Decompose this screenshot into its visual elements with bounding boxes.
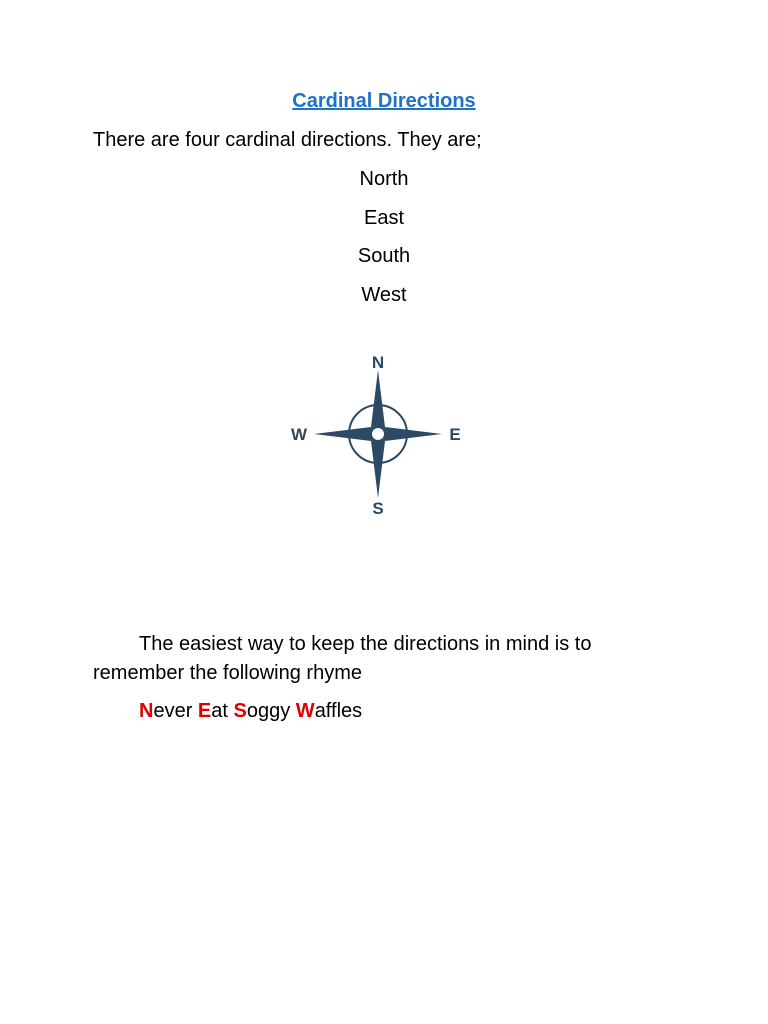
compass-rose-icon (284, 348, 468, 520)
rhyme-line (139, 698, 362, 724)
compass-label-west: W (290, 425, 308, 444)
rhyme-word-eat (198, 700, 228, 722)
rhyme-word-rest: at (211, 700, 228, 722)
rhyme-word-waffles (296, 700, 362, 722)
rhyme-word-soggy (234, 700, 291, 722)
compass-label-south: S (372, 499, 384, 518)
rhyme-word-rest: ever (153, 700, 193, 722)
compass-rose-image (284, 348, 468, 520)
direction-west: West (361, 283, 407, 306)
rhyme-initial: S (233, 700, 247, 722)
rhyme-word-rest: oggy (246, 700, 291, 722)
rhyme-word-never (139, 700, 192, 722)
direction-east: East (363, 206, 405, 229)
direction-south: South (357, 245, 411, 267)
direction-list (0, 166, 768, 320)
direction-north: North (359, 168, 409, 190)
rhyme-initial: E (197, 700, 212, 722)
rhyme-initial: W (295, 700, 315, 722)
rhyme-intro-text: The easiest way to keep the directions in mind is to remember the following rhyme (93, 633, 592, 684)
compass-label-east: E (449, 425, 461, 444)
rhyme-initial: N (139, 700, 154, 722)
compass-label-north: N (371, 353, 385, 372)
intro-text: There are four cardinal directions. They are; (93, 129, 482, 151)
rhyme-word-rest: affles (314, 700, 363, 722)
page-title: Cardinal Directions (292, 90, 476, 112)
